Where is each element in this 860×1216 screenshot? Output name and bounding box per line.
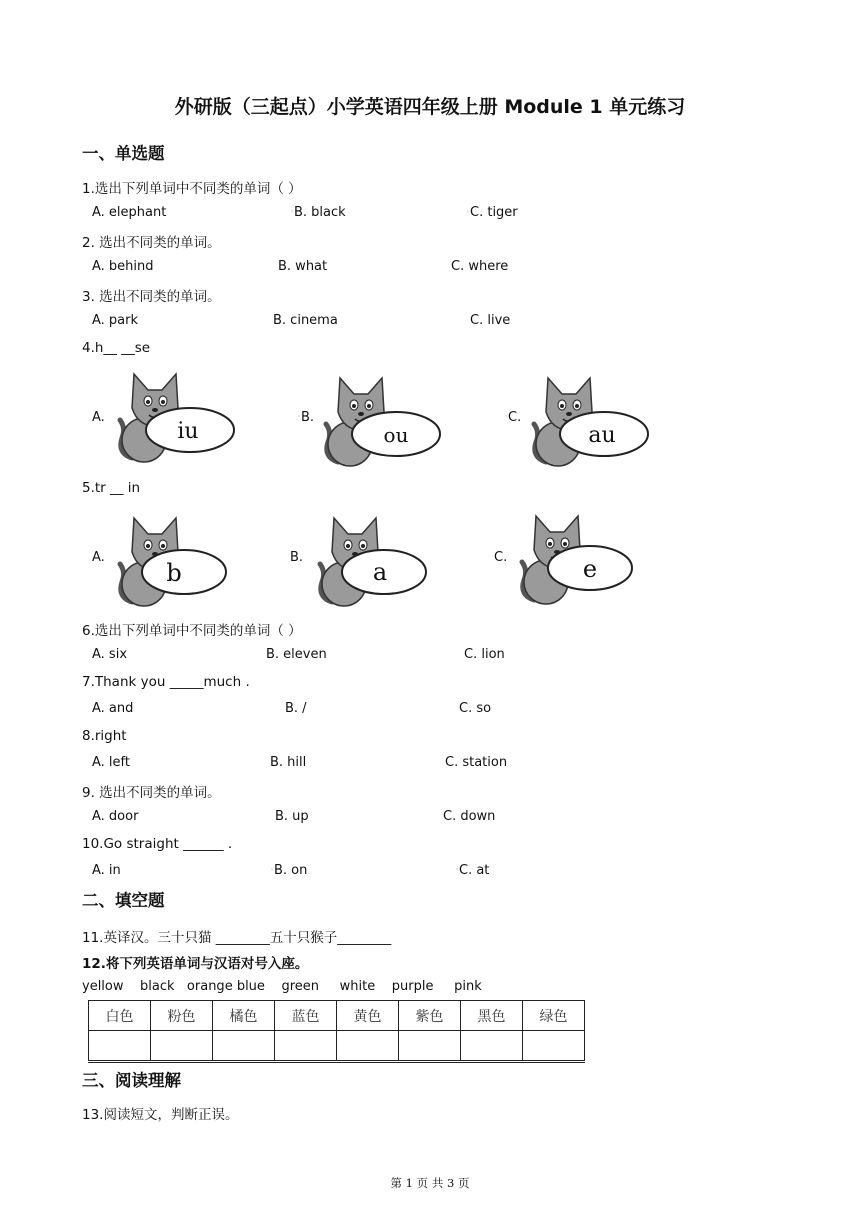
question-10: 10.Go straight ______ . xyxy=(82,836,233,852)
question-5: 5.tr __ in xyxy=(82,480,141,496)
q4-image-b-letters: ou xyxy=(383,423,409,447)
cat-card-a xyxy=(112,368,242,468)
page-title: 外研版（三起点）小学英语四年级上册 Module 1 单元练习 xyxy=(174,96,686,118)
color-cell: 黄色 xyxy=(337,1001,399,1031)
q1-option-a[interactable]: A. elephant xyxy=(92,205,167,220)
color-cell: 绿色 xyxy=(523,1001,585,1031)
q3-option-a[interactable]: A. park xyxy=(92,313,139,328)
answer-cell[interactable] xyxy=(213,1031,275,1062)
q4-image-c-letters: au xyxy=(588,423,616,448)
q5-image-c-letter: e xyxy=(582,555,598,583)
q9-option-c[interactable]: C. down xyxy=(443,809,496,824)
q10-option-a[interactable]: A. in xyxy=(92,863,121,878)
cat-icon xyxy=(514,510,644,610)
word-bank: yellow black orange blue green white purple pink xyxy=(82,979,482,994)
q8-option-c[interactable]: C. station xyxy=(445,755,508,770)
color-matching-table xyxy=(88,1000,585,1063)
answer-cell[interactable] xyxy=(337,1031,399,1062)
q10-option-c[interactable]: C. at xyxy=(459,863,490,878)
q1-option-c[interactable]: C. tiger xyxy=(470,205,518,220)
q2-option-a[interactable]: A. behind xyxy=(92,259,154,274)
cat-icon xyxy=(312,512,442,612)
cat-icon xyxy=(112,368,242,468)
cat-icon xyxy=(112,512,242,612)
answer-cell[interactable] xyxy=(399,1031,461,1062)
q7-option-c[interactable]: C. so xyxy=(459,701,492,716)
cat-card-c xyxy=(526,372,656,472)
q3-option-c[interactable]: C. live xyxy=(470,313,511,328)
q2-option-c[interactable]: C. where xyxy=(451,259,509,274)
color-cell: 紫色 xyxy=(399,1001,461,1031)
section-heading-single-choice: 一、单选题 xyxy=(82,144,165,163)
question-1: 1.选出下列单词中不同类的单词（ ） xyxy=(82,181,302,197)
q5-image-b-letter: a xyxy=(372,558,388,586)
page-footer: 第 1 页 共 3 页 xyxy=(390,1176,470,1190)
q4-option-a[interactable]: A. xyxy=(92,410,105,425)
q5-option-c[interactable]: C. xyxy=(494,550,508,565)
answer-cell[interactable] xyxy=(523,1031,585,1062)
q2-option-b[interactable]: B. what xyxy=(278,259,328,274)
q10-option-b[interactable]: B. on xyxy=(274,863,308,878)
q8-option-b[interactable]: B. hill xyxy=(270,755,307,770)
option-marker-icon: ◦ xyxy=(270,866,275,874)
q5-image-a-letter: b xyxy=(166,559,182,587)
q4-option-c[interactable]: C. xyxy=(508,410,522,425)
q1-option-b[interactable]: B. black xyxy=(294,205,346,220)
q5-option-a[interactable]: A. xyxy=(92,550,105,565)
question-7: 7.Thank you _____much . xyxy=(82,674,250,690)
cat-card-c xyxy=(514,510,644,610)
cat-icon xyxy=(318,372,448,472)
q8-option-a[interactable]: A. left xyxy=(92,755,130,770)
question-12: 12.将下列英语单词与汉语对号入座。 xyxy=(82,956,309,972)
option-marker-icon: ◦ xyxy=(297,413,302,421)
answer-cell[interactable] xyxy=(461,1031,523,1062)
option-marker-icon: ◦ xyxy=(290,208,295,216)
color-cell: 橘色 xyxy=(213,1001,275,1031)
q7-option-a[interactable]: A. and xyxy=(92,701,134,716)
question-8: 8.right xyxy=(82,728,127,744)
answer-cell[interactable] xyxy=(151,1031,213,1062)
question-13: 13.阅读短文，判断正误。 xyxy=(82,1107,239,1123)
cat-card-b xyxy=(318,372,448,472)
section-heading-reading: 三、阅读理解 xyxy=(82,1071,181,1090)
question-2: 2. 选出不同类的单词。 xyxy=(82,235,221,251)
question-6: 6.选出下列单词中不同类的单词（ ） xyxy=(82,623,302,639)
q9-option-b[interactable]: B. up xyxy=(275,809,309,824)
color-cell: 黑色 xyxy=(461,1001,523,1031)
cat-card-b xyxy=(312,512,442,612)
q6-option-b[interactable]: B. eleven xyxy=(266,647,327,662)
option-marker-icon: ◦ xyxy=(455,866,460,874)
answer-cell[interactable] xyxy=(275,1031,337,1062)
q3-option-b[interactable]: B. cinema xyxy=(273,313,338,328)
section-heading-fill-blank: 二、填空题 xyxy=(82,891,165,910)
color-cell: 蓝色 xyxy=(275,1001,337,1031)
color-cell: 粉色 xyxy=(151,1001,213,1031)
question-11: 11.英译汉。三十只猫 ________五十只猴子________ xyxy=(82,930,392,946)
cat-icon xyxy=(526,372,656,472)
q6-option-c[interactable]: C. lion xyxy=(464,647,505,662)
color-cell: 白色 xyxy=(89,1001,151,1031)
option-marker-icon: ◦ xyxy=(504,413,509,421)
cat-card-a xyxy=(112,512,242,612)
q9-option-a[interactable]: A. door xyxy=(92,809,139,824)
option-marker-icon: ◦ xyxy=(466,208,471,216)
q4-option-b[interactable]: B. xyxy=(301,410,315,425)
question-4: 4.h__ __se xyxy=(82,340,151,356)
q4-image-a-letters: iu xyxy=(177,419,199,444)
question-3: 3. 选出不同类的单词。 xyxy=(82,289,221,305)
answer-cell[interactable] xyxy=(89,1031,151,1062)
q7-option-b[interactable]: B. / xyxy=(285,701,307,716)
q6-option-a[interactable]: A. six xyxy=(92,647,128,662)
question-9: 9. 选出不同类的单词。 xyxy=(82,785,221,801)
q5-option-b[interactable]: B. xyxy=(290,550,304,565)
